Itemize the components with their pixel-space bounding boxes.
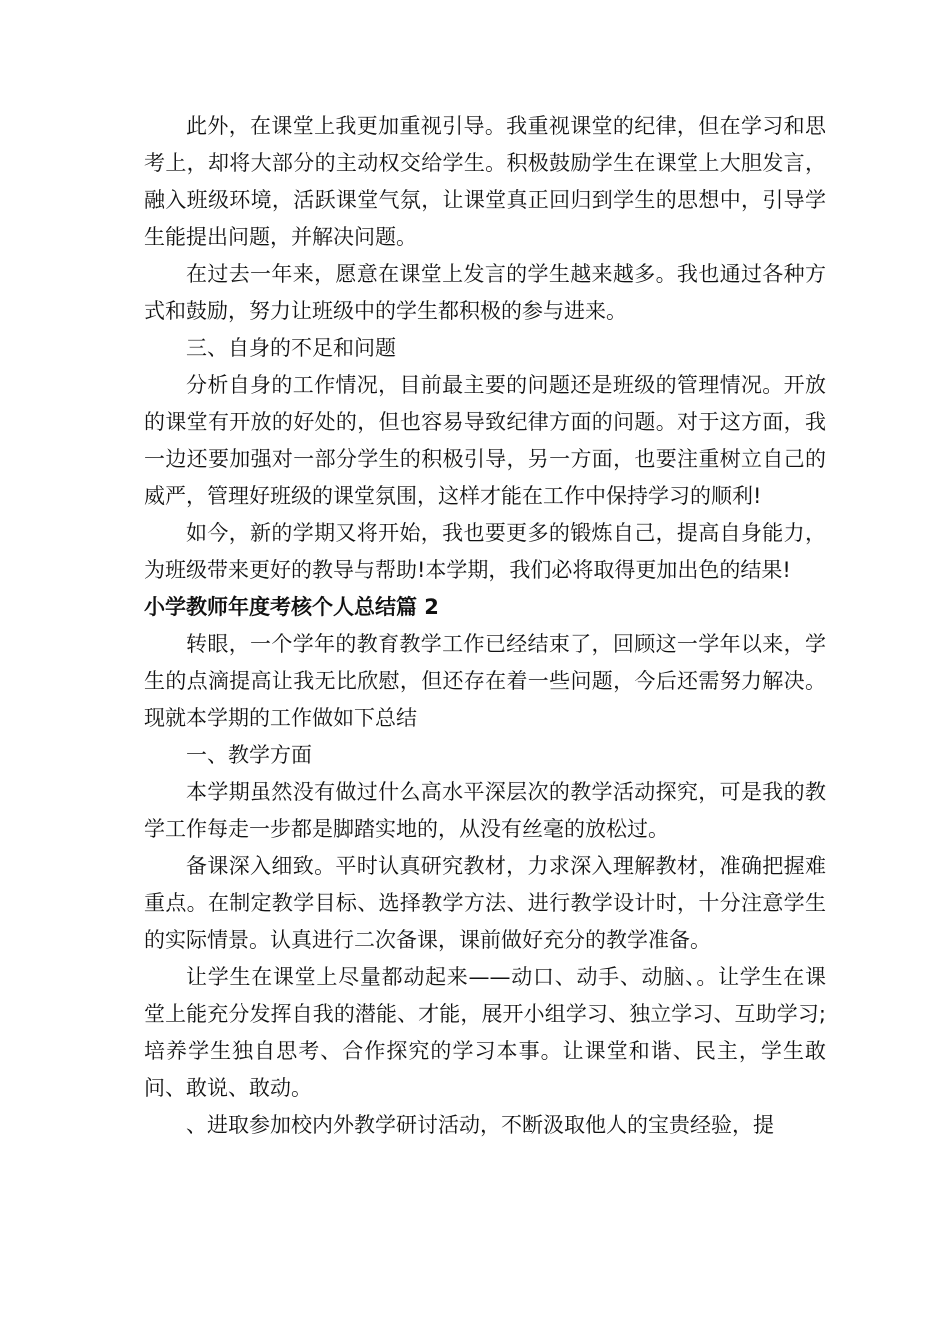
paragraph: 如今，新的学期又将开始，我也要更多的锻炼自己，提高自身能力，为班级带来更好的教导与帮助!本学期，我们必将取得更加出色的结果! (144, 521, 826, 582)
section-heading: 一、教学方面 (186, 743, 312, 767)
section-heading: 三、自身的不足和问题 (186, 336, 396, 360)
paragraph: 本学期虽然没有做过什么高水平深层次的教学活动探究，可是我的教学工作每走一步都是脚踏实地的，从没有丝毫的放松过。 (144, 780, 826, 841)
paragraph: 让学生在课堂上尽量都动起来——动口、动手、动脑、。让学生在课堂上能充分发挥自我的潜能、才能，展开小组学习、独立学习、互助学习;培养学生独自思考、合作探究的学习本事。让课堂和谐、民主，学生敢问、敢说、敢动。 (144, 965, 826, 1100)
document-body (144, 108, 826, 1144)
paragraph: 分析自身的工作情况，目前最主要的问题还是班级的管理情况。开放的课堂有开放的好处的，但也容易导致纪律方面的问题。对于这方面，我一边还要加强对一部分学生的积极引导，另一方面，也要注重树立自己的威严，管理好班级的课堂氛围，这样才能在工作中保持学习的顺利! (144, 373, 826, 508)
paragraph: 、进取参加校内外教学研讨活动，不断汲取他人的宝贵经验，提 (186, 1113, 774, 1137)
paragraph: 在过去一年来，愿意在课堂上发言的学生越来越多。我也通过各种方式和鼓励，努力让班级中的学生都积极的参与进来。 (144, 262, 826, 323)
paragraph: 备课深入细致。平时认真研究教材，力求深入理解教材，准确把握难重点。在制定教学目标、选择教学方法、进行教学设计时，十分注意学生的实际情景。认真进行二次备课，课前做好充分的教学准备。 (144, 854, 826, 952)
article-title: 小学教师年度考核个人总结篇 2 (144, 595, 439, 619)
paragraph: 此外，在课堂上我更加重视引导。我重视课堂的纪律，但在学习和思考上，却将大部分的主动权交给学生。积极鼓励学生在课堂上大胆发言，融入班级环境，活跃课堂气氛，让课堂真正回归到学生的思想中，引导学生能提出问题，并解决问题。 (144, 114, 826, 249)
paragraph: 转眼，一个学年的教育教学工作已经结束了，回顾这一学年以来，学生的点滴提高让我无比欣慰，但还存在着一些问题，今后还需努力解决。现就本学期的工作做如下总结 (144, 632, 826, 730)
